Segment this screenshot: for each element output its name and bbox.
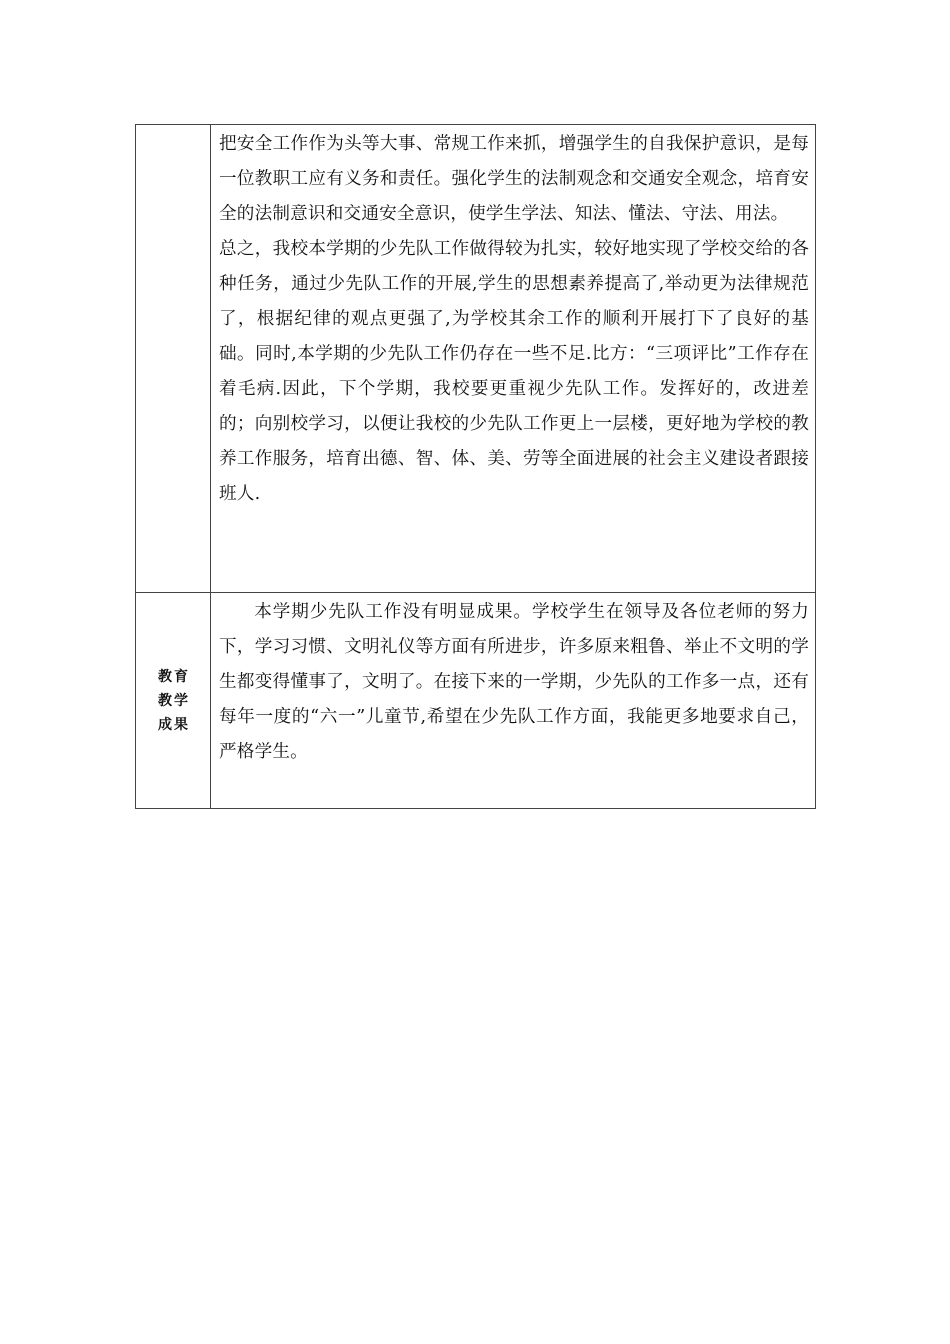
paragraph-safety: 把安全工作作为头等大事、常规工作来抓，增强学生的自我保护意识，是每一位教职工应有义务和责任。强化学生的法制观念和交通安全观念，培育安全的法制意识和交通安全意识，使学生学法、知法、懂法、守法、用法。 [219,134,809,224]
row-label-cell [136,125,211,593]
paragraph-summary: 总之，我校本学期的少先队工作做得较为扎实，较好地实现了学校交给的各种任务，通过少先队工作的开展,学生的思想素养提高了,举动更为法律规范了，根据纪律的观点更强了,为学校其余工作的顺利开展打下了良好的基础。同时,本学期的少先队工作仍存在一些不足.比方：“三项评比”工作存在着毛病.因此，下个学期，我校要更重视少先队工作。发挥好的，改进差的；向别校学习，以便让我校的少先队工作更上一层楼，更好地为学校的教养工作服务，培育出德、智、体、美、劳等全面进展的社会主义建设者跟接班人. [219,239,809,504]
table-row [136,593,816,809]
row-label-cell [136,593,211,809]
paragraph-results: 本学期少先队工作没有明显成果。学校学生在领导及各位老师的努力下，学习习惯、文明礼仪等方面有所进步，许多原来粗鲁、举止不文明的学生都变得懂事了，文明了。在接下来的一学期，少先队的工作多一点，还有每年一度的“六一”儿童节,希望在少先队工作方面，我能更多地要求自己，严格学生。 [219,602,809,762]
row-content-cell [211,593,816,809]
row-content-cell [211,125,816,593]
report-table [135,124,816,809]
row-label-teaching-results: 教育教学成果 [158,668,190,733]
table-row [136,125,816,593]
